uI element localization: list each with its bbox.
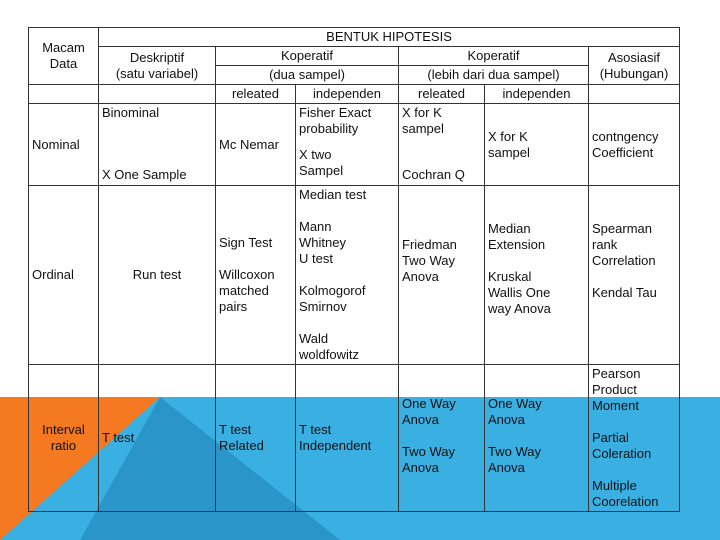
nominal-asosiasif: contngency Coefficient: [589, 104, 680, 186]
header-lebih-related: releated: [399, 85, 485, 104]
header-dua-independen: independen: [296, 85, 399, 104]
ordinal-lebih-independen: Median Extension Kruskal Wallis One way Anova: [485, 186, 589, 365]
row-label-interval: Interval ratio: [29, 365, 99, 512]
nominal-lebih-independen: X for K sampel: [485, 104, 589, 186]
row-label-ordinal: Ordinal: [29, 186, 99, 365]
interval-lebih-independen: One Way Anova Two Way Anova: [485, 365, 589, 512]
header-empty-2: [99, 85, 216, 104]
header-deskriptif: Deskriptif (satu variabel): [99, 47, 216, 85]
header-macam-data: Macam Data: [29, 28, 99, 85]
row-label-nominal: Nominal: [29, 104, 99, 186]
interval-dua-related: T test Related: [216, 365, 296, 512]
header-empty-3: [589, 85, 680, 104]
header-asosiasif: Asosiasif (Hubungan): [589, 47, 680, 85]
ordinal-dua-independen: Median test Mann Whitney U test Kolmogorof Smirnov Wald woldfowitz: [296, 186, 399, 365]
header-dua-sampel: (dua sampel): [216, 66, 399, 85]
interval-dua-independen: T test Independent: [296, 365, 399, 512]
nominal-dua-independen: Fisher Exact probability X two Sampel: [296, 104, 399, 186]
hypothesis-table: [28, 27, 680, 512]
ordinal-lebih-related: Friedman Two Way Anova: [399, 186, 485, 365]
ordinal-dua-related: Sign Test Willcoxon matched pairs: [216, 186, 296, 365]
header-dua-related: releated: [216, 85, 296, 104]
interval-deskriptif: T test: [99, 365, 216, 512]
nominal-dua-related: Mc Nemar: [216, 104, 296, 186]
nominal-lebih-related: X for K sampel Cochran Q: [399, 104, 485, 186]
nominal-deskriptif: Binominal X One Sample: [99, 104, 216, 186]
ordinal-deskriptif: Run test: [99, 186, 216, 365]
header-title: BENTUK HIPOTESIS: [99, 28, 680, 47]
header-koperatif-dua: Koperatif: [216, 47, 399, 66]
header-empty-1: [29, 85, 99, 104]
header-lebih-independen: independen: [485, 85, 589, 104]
interval-asosiasif: Pearson Product Moment Partial Coleration Multiple Coorelation: [589, 365, 680, 512]
ordinal-asosiasif: Spearman rank Correlation Kendal Tau: [589, 186, 680, 365]
header-lebih-sampel: (lebih dari dua sampel): [399, 66, 589, 85]
header-koperatif-lebih: Koperatif: [399, 47, 589, 66]
interval-lebih-related: One Way Anova Two Way Anova: [399, 365, 485, 512]
